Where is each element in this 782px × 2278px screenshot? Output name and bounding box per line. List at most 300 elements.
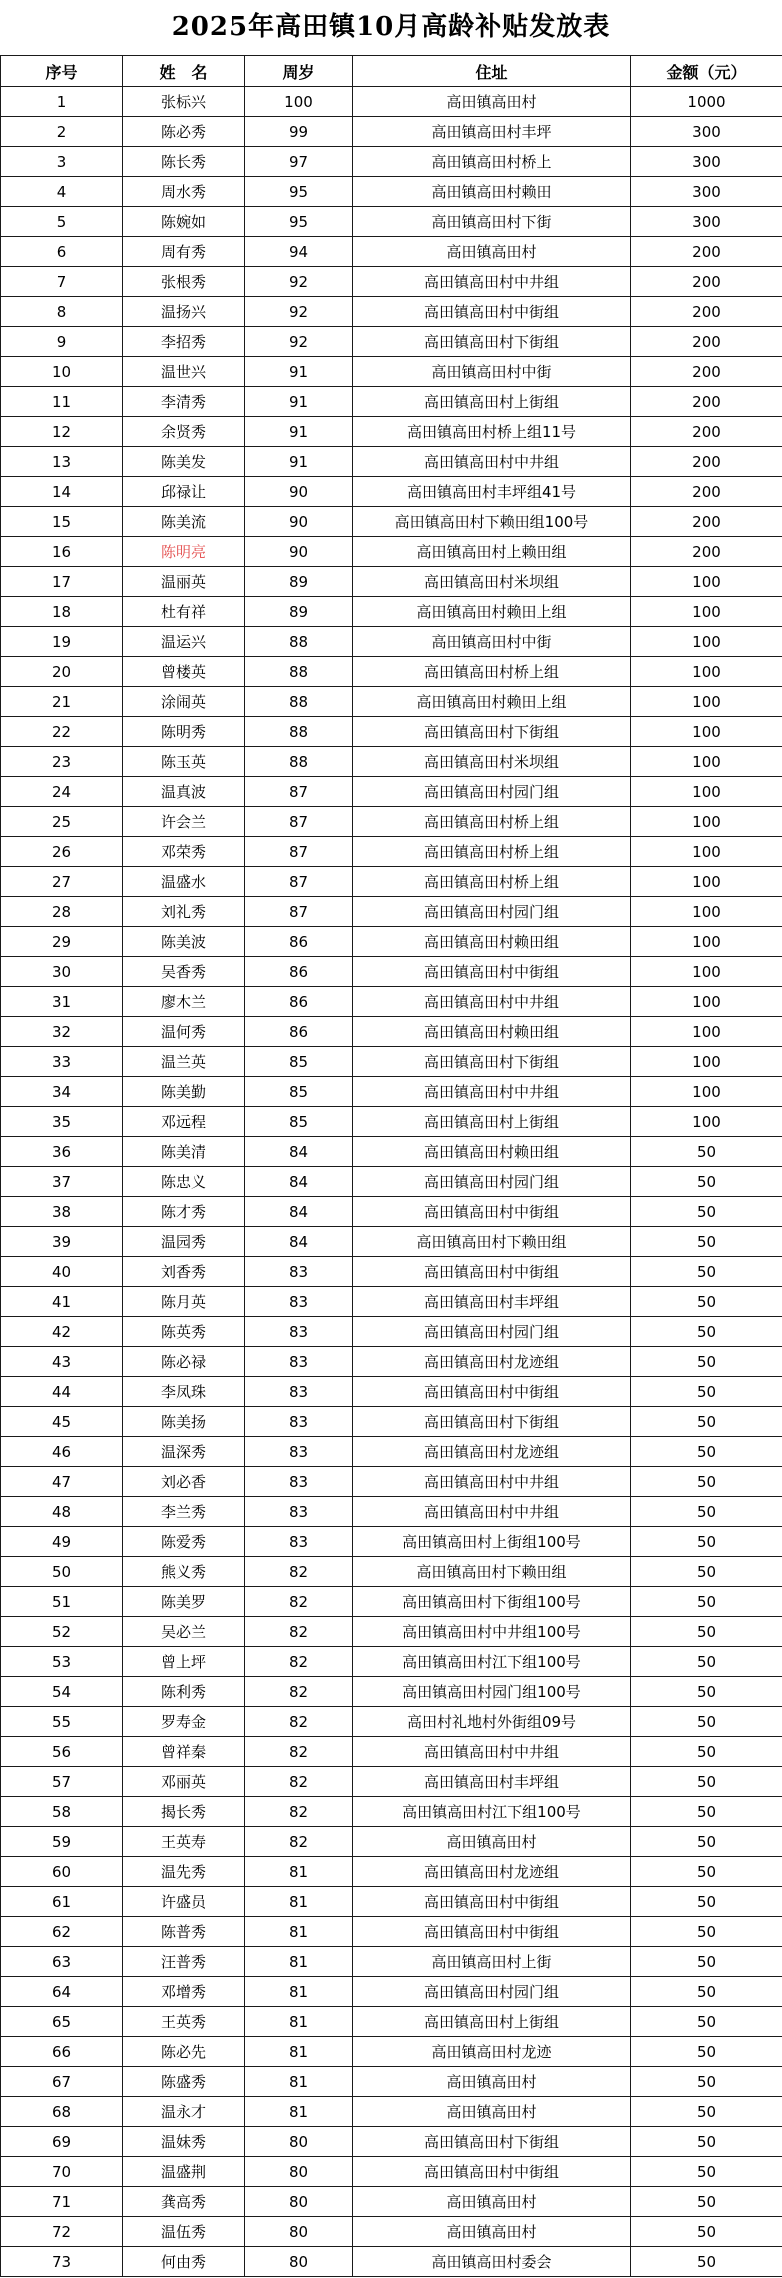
cell-amount: 300: [631, 177, 782, 207]
cell-address: 高田镇高田村: [353, 2217, 631, 2247]
cell-no: 13: [1, 447, 123, 477]
cell-age: 83: [245, 1467, 353, 1497]
cell-age: 82: [245, 1557, 353, 1587]
table-row: [1, 207, 782, 237]
cell-address: 高田镇高田村上赖田组: [353, 537, 631, 567]
cell-age: 100: [245, 87, 353, 117]
cell-name: 余贤秀: [123, 417, 245, 447]
cell-amount: 200: [631, 267, 782, 297]
cell-amount: 100: [631, 567, 782, 597]
cell-address: 高田镇高田村下赖田组: [353, 1227, 631, 1257]
table-row: [1, 1887, 782, 1917]
table-row: [1, 87, 782, 117]
cell-name: 王英寿: [123, 1827, 245, 1857]
cell-no: 62: [1, 1917, 123, 1947]
cell-address: 高田镇高田村中井组: [353, 1467, 631, 1497]
cell-address: 高田镇高田村上街组100号: [353, 1527, 631, 1557]
cell-age: 99: [245, 117, 353, 147]
table-row: [1, 1407, 782, 1437]
cell-no: 35: [1, 1107, 123, 1137]
cell-name: 王英秀: [123, 2007, 245, 2037]
table-row: [1, 1437, 782, 1467]
table-row: [1, 147, 782, 177]
cell-amount: 50: [631, 2067, 782, 2097]
cell-amount: 1000: [631, 87, 782, 117]
cell-age: 81: [245, 1977, 353, 2007]
cell-name: 汪普秀: [123, 1947, 245, 1977]
cell-address: 高田镇高田村: [353, 2067, 631, 2097]
cell-name: 陈美波: [123, 927, 245, 957]
cell-age: 88: [245, 717, 353, 747]
cell-no: 61: [1, 1887, 123, 1917]
table-row: [1, 417, 782, 447]
cell-name: 温永才: [123, 2097, 245, 2127]
cell-address: 高田镇高田村中井组: [353, 1077, 631, 1107]
cell-amount: 50: [631, 2037, 782, 2067]
cell-name: 陈盛秀: [123, 2067, 245, 2097]
cell-age: 89: [245, 597, 353, 627]
table-row: [1, 1017, 782, 1047]
cell-age: 88: [245, 747, 353, 777]
cell-age: 87: [245, 777, 353, 807]
cell-address: 高田镇高田村赖田组: [353, 1137, 631, 1167]
cell-name: 陈美流: [123, 507, 245, 537]
table-row: [1, 657, 782, 687]
cell-address: 高田镇高田村委会: [353, 2247, 631, 2277]
cell-no: 63: [1, 1947, 123, 1977]
table-row: [1, 1527, 782, 1557]
cell-amount: 200: [631, 477, 782, 507]
cell-address: 高田镇高田村中井组: [353, 447, 631, 477]
cell-no: 52: [1, 1617, 123, 1647]
cell-no: 73: [1, 2247, 123, 2277]
cell-age: 84: [245, 1167, 353, 1197]
cell-amount: 300: [631, 147, 782, 177]
table-row: [1, 237, 782, 267]
cell-age: 82: [245, 1707, 353, 1737]
table-row: [1, 2007, 782, 2037]
cell-amount: 100: [631, 657, 782, 687]
table-row: [1, 2127, 782, 2157]
cell-name: 罗寿金: [123, 1707, 245, 1737]
cell-age: 80: [245, 2217, 353, 2247]
table-row: [1, 747, 782, 777]
cell-name: 曾祥秦: [123, 1737, 245, 1767]
cell-no: 72: [1, 2217, 123, 2247]
table-row: [1, 1977, 782, 2007]
cell-no: 45: [1, 1407, 123, 1437]
cell-address: 高田镇高田村园门组: [353, 897, 631, 927]
table-body: [1, 87, 782, 2277]
cell-amount: 50: [631, 1257, 782, 1287]
cell-age: 82: [245, 1797, 353, 1827]
cell-age: 80: [245, 2247, 353, 2277]
cell-address: 高田镇高田村中井组: [353, 987, 631, 1017]
cell-amount: 50: [631, 1617, 782, 1647]
cell-age: 87: [245, 807, 353, 837]
cell-address: 高田镇高田村中井组: [353, 1497, 631, 1527]
cell-address: 高田镇高田村江下组100号: [353, 1797, 631, 1827]
cell-address: 高田镇高田村中街组: [353, 2157, 631, 2187]
cell-amount: 200: [631, 447, 782, 477]
cell-amount: 50: [631, 1917, 782, 1947]
cell-age: 90: [245, 477, 353, 507]
cell-name: 陈明秀: [123, 717, 245, 747]
cell-age: 86: [245, 927, 353, 957]
cell-amount: 200: [631, 507, 782, 537]
cell-amount: 50: [631, 1977, 782, 2007]
table-row: [1, 1227, 782, 1257]
cell-amount: 100: [631, 807, 782, 837]
cell-no: 34: [1, 1077, 123, 1107]
table-row: [1, 927, 782, 957]
cell-address: 高田镇高田村中街: [353, 627, 631, 657]
cell-address: 高田镇高田村下赖田组100号: [353, 507, 631, 537]
cell-name: 温盛水: [123, 867, 245, 897]
cell-no: 67: [1, 2067, 123, 2097]
cell-age: 82: [245, 1737, 353, 1767]
cell-address: 高田镇高田村下街组: [353, 327, 631, 357]
cell-name: 陈普秀: [123, 1917, 245, 1947]
cell-name: 温妹秀: [123, 2127, 245, 2157]
cell-age: 81: [245, 1947, 353, 1977]
cell-age: 83: [245, 1347, 353, 1377]
cell-name: 陈才秀: [123, 1197, 245, 1227]
cell-name: 温扬兴: [123, 297, 245, 327]
cell-no: 65: [1, 2007, 123, 2037]
cell-amount: 50: [631, 1467, 782, 1497]
table-row: [1, 477, 782, 507]
cell-amount: 300: [631, 117, 782, 147]
cell-no: 29: [1, 927, 123, 957]
cell-name: 揭长秀: [123, 1797, 245, 1827]
cell-amount: 100: [631, 597, 782, 627]
cell-no: 31: [1, 987, 123, 1017]
table-row: [1, 717, 782, 747]
table-row: [1, 2157, 782, 2187]
cell-name: 周有秀: [123, 237, 245, 267]
cell-no: 33: [1, 1047, 123, 1077]
cell-age: 81: [245, 1857, 353, 1887]
cell-address: 高田镇高田村下赖田组: [353, 1557, 631, 1587]
cell-age: 81: [245, 1917, 353, 1947]
cell-age: 85: [245, 1077, 353, 1107]
cell-no: 55: [1, 1707, 123, 1737]
cell-address: 高田镇高田村上街组: [353, 2007, 631, 2037]
cell-amount: 100: [631, 927, 782, 957]
cell-age: 87: [245, 837, 353, 867]
cell-name: 张根秀: [123, 267, 245, 297]
cell-name: 陈美罗: [123, 1587, 245, 1617]
table-row: [1, 1467, 782, 1497]
cell-amount: 50: [631, 1647, 782, 1677]
table-row: [1, 2247, 782, 2277]
cell-name: 温盛荆: [123, 2157, 245, 2187]
subsidy-table: [0, 55, 782, 2277]
cell-name: 李招秀: [123, 327, 245, 357]
cell-amount: 100: [631, 837, 782, 867]
page-title: 2025年高田镇10月高龄补贴发放表: [171, 12, 611, 42]
cell-amount: 200: [631, 537, 782, 567]
cell-no: 15: [1, 507, 123, 537]
cell-name: 邱禄让: [123, 477, 245, 507]
cell-name: 邓远程: [123, 1107, 245, 1137]
cell-name: 涂闹英: [123, 687, 245, 717]
cell-address: 高田镇高田村中街组: [353, 957, 631, 987]
cell-amount: 100: [631, 897, 782, 927]
cell-amount: 50: [631, 1707, 782, 1737]
table-row: [1, 1317, 782, 1347]
cell-name: 刘香秀: [123, 1257, 245, 1287]
table-row: [1, 1677, 782, 1707]
cell-age: 82: [245, 1647, 353, 1677]
table-row: [1, 1917, 782, 1947]
table-row: [1, 897, 782, 927]
table-header-row: [1, 56, 782, 87]
header-no: 序号: [1, 56, 123, 87]
cell-address: 高田镇高田村桥上组: [353, 807, 631, 837]
cell-amount: 50: [631, 1797, 782, 1827]
cell-no: 18: [1, 597, 123, 627]
cell-age: 81: [245, 1887, 353, 1917]
cell-no: 44: [1, 1377, 123, 1407]
cell-no: 21: [1, 687, 123, 717]
cell-age: 83: [245, 1407, 353, 1437]
cell-address: 高田村礼地村外街组09号: [353, 1707, 631, 1737]
cell-age: 91: [245, 357, 353, 387]
cell-age: 80: [245, 2187, 353, 2217]
cell-address: 高田镇高田村丰坪: [353, 117, 631, 147]
table-row: [1, 2187, 782, 2217]
table-row: [1, 2037, 782, 2067]
cell-no: 50: [1, 1557, 123, 1587]
cell-address: 高田镇高田村中井组: [353, 267, 631, 297]
cell-age: 94: [245, 237, 353, 267]
cell-address: 高田镇高田村中井组: [353, 1737, 631, 1767]
cell-age: 91: [245, 387, 353, 417]
cell-amount: 50: [631, 2127, 782, 2157]
cell-age: 87: [245, 867, 353, 897]
table-row: [1, 117, 782, 147]
cell-age: 84: [245, 1137, 353, 1167]
cell-no: 2: [1, 117, 123, 147]
cell-no: 70: [1, 2157, 123, 2187]
cell-address: 高田镇高田村上街组: [353, 1107, 631, 1137]
cell-address: 高田镇高田村丰坪组: [353, 1767, 631, 1797]
cell-amount: 50: [631, 1587, 782, 1617]
table-row: [1, 957, 782, 987]
cell-age: 81: [245, 2097, 353, 2127]
cell-no: 48: [1, 1497, 123, 1527]
cell-address: 高田镇高田村下街组: [353, 1407, 631, 1437]
cell-amount: 50: [631, 1767, 782, 1797]
cell-address: 高田镇高田村园门组: [353, 1167, 631, 1197]
cell-name: 邓增秀: [123, 1977, 245, 2007]
cell-address: 高田镇高田村中街组: [353, 1917, 631, 1947]
cell-amount: 50: [631, 2217, 782, 2247]
table-row: [1, 1047, 782, 1077]
cell-amount: 100: [631, 1017, 782, 1047]
cell-name: 陈婉如: [123, 207, 245, 237]
cell-age: 84: [245, 1197, 353, 1227]
cell-no: 51: [1, 1587, 123, 1617]
cell-address: 高田镇高田村桥上组: [353, 657, 631, 687]
cell-name: 许盛员: [123, 1887, 245, 1917]
table-row: [1, 1767, 782, 1797]
cell-name: 温深秀: [123, 1437, 245, 1467]
cell-amount: 50: [631, 2097, 782, 2127]
cell-name: 陈爱秀: [123, 1527, 245, 1557]
cell-address: 高田镇高田村园门组: [353, 777, 631, 807]
cell-no: 40: [1, 1257, 123, 1287]
cell-age: 88: [245, 657, 353, 687]
cell-address: 高田镇高田村龙迹组: [353, 1857, 631, 1887]
cell-address: 高田镇高田村桥上组: [353, 837, 631, 867]
cell-address: 高田镇高田村园门组100号: [353, 1677, 631, 1707]
cell-address: 高田镇高田村米坝组: [353, 567, 631, 597]
cell-address: 高田镇高田村: [353, 1827, 631, 1857]
cell-no: 11: [1, 387, 123, 417]
cell-no: 14: [1, 477, 123, 507]
cell-amount: 50: [631, 2007, 782, 2037]
cell-age: 84: [245, 1227, 353, 1257]
cell-name: 温真波: [123, 777, 245, 807]
cell-amount: 50: [631, 1347, 782, 1377]
cell-name: 温园秀: [123, 1227, 245, 1257]
cell-address: 高田镇高田村龙迹组: [353, 1437, 631, 1467]
cell-amount: 50: [631, 2157, 782, 2187]
cell-no: 20: [1, 657, 123, 687]
cell-name: 吴必兰: [123, 1617, 245, 1647]
cell-address: 高田镇高田村赖田: [353, 177, 631, 207]
cell-age: 89: [245, 567, 353, 597]
cell-address: 高田镇高田村下街: [353, 207, 631, 237]
cell-age: 83: [245, 1287, 353, 1317]
table-row: [1, 1497, 782, 1527]
table-row: [1, 627, 782, 657]
cell-name: 陈必先: [123, 2037, 245, 2067]
cell-no: 27: [1, 867, 123, 897]
cell-name: 温世兴: [123, 357, 245, 387]
cell-no: 30: [1, 957, 123, 987]
cell-no: 69: [1, 2127, 123, 2157]
cell-amount: 50: [631, 1407, 782, 1437]
cell-age: 81: [245, 2067, 353, 2097]
cell-name: 陈美扬: [123, 1407, 245, 1437]
cell-no: 19: [1, 627, 123, 657]
cell-name: 刘礼秀: [123, 897, 245, 927]
cell-address: 高田镇高田村赖田上组: [353, 687, 631, 717]
cell-no: 47: [1, 1467, 123, 1497]
table-row: [1, 1287, 782, 1317]
cell-amount: 100: [631, 627, 782, 657]
cell-name: 张标兴: [123, 87, 245, 117]
cell-name: 陈美勤: [123, 1077, 245, 1107]
cell-no: 38: [1, 1197, 123, 1227]
cell-address: 高田镇高田村下街组100号: [353, 1587, 631, 1617]
table-row: [1, 687, 782, 717]
cell-no: 39: [1, 1227, 123, 1257]
cell-name: 温伍秀: [123, 2217, 245, 2247]
cell-no: 58: [1, 1797, 123, 1827]
table-row: [1, 1587, 782, 1617]
cell-amount: 100: [631, 1107, 782, 1137]
table-row: [1, 327, 782, 357]
cell-amount: 50: [631, 1737, 782, 1767]
cell-address: 高田镇高田村园门组: [353, 1317, 631, 1347]
table-row: [1, 2097, 782, 2127]
cell-no: 37: [1, 1167, 123, 1197]
cell-address: 高田镇高田村赖田组: [353, 1017, 631, 1047]
cell-age: 97: [245, 147, 353, 177]
cell-amount: 50: [631, 1317, 782, 1347]
table-row: [1, 1557, 782, 1587]
cell-address: 高田镇高田村中街组: [353, 1257, 631, 1287]
table-row: [1, 1947, 782, 1977]
cell-age: 82: [245, 1827, 353, 1857]
cell-address: 高田镇高田村: [353, 2187, 631, 2217]
cell-no: 46: [1, 1437, 123, 1467]
cell-no: 10: [1, 357, 123, 387]
cell-age: 81: [245, 2007, 353, 2037]
table-row: [1, 597, 782, 627]
table-row: [1, 567, 782, 597]
table-row: [1, 1797, 782, 1827]
cell-no: 28: [1, 897, 123, 927]
cell-age: 82: [245, 1587, 353, 1617]
cell-address: 高田镇高田村丰坪组: [353, 1287, 631, 1317]
cell-name: 温先秀: [123, 1857, 245, 1887]
cell-address: 高田镇高田村龙迹: [353, 2037, 631, 2067]
table-row: [1, 447, 782, 477]
cell-age: 81: [245, 2037, 353, 2067]
cell-age: 83: [245, 1377, 353, 1407]
cell-name: 杜有祥: [123, 597, 245, 627]
cell-amount: 50: [631, 1287, 782, 1317]
cell-name: 温兰英: [123, 1047, 245, 1077]
cell-amount: 50: [631, 1227, 782, 1257]
table-row: [1, 987, 782, 1017]
cell-amount: 50: [631, 1557, 782, 1587]
table-row: [1, 387, 782, 417]
cell-amount: 100: [631, 717, 782, 747]
cell-no: 8: [1, 297, 123, 327]
cell-name: 陈月英: [123, 1287, 245, 1317]
cell-name: 陈英秀: [123, 1317, 245, 1347]
header-age: 周岁: [245, 56, 353, 87]
cell-address: 高田镇高田村赖田上组: [353, 597, 631, 627]
table-row: [1, 1377, 782, 1407]
cell-age: 82: [245, 1767, 353, 1797]
cell-name: 温丽英: [123, 567, 245, 597]
cell-no: 9: [1, 327, 123, 357]
cell-address: 高田镇高田村中街: [353, 357, 631, 387]
cell-address: 高田镇高田村中街组: [353, 297, 631, 327]
cell-amount: 100: [631, 1077, 782, 1107]
cell-amount: 100: [631, 957, 782, 987]
cell-amount: 50: [631, 1677, 782, 1707]
cell-no: 12: [1, 417, 123, 447]
cell-address: 高田镇高田村下街组: [353, 1047, 631, 1077]
cell-amount: 50: [631, 1527, 782, 1557]
cell-age: 92: [245, 267, 353, 297]
cell-amount: 200: [631, 387, 782, 417]
cell-no: 42: [1, 1317, 123, 1347]
cell-amount: 50: [631, 1887, 782, 1917]
cell-no: 3: [1, 147, 123, 177]
cell-no: 16: [1, 537, 123, 567]
cell-age: 85: [245, 1107, 353, 1137]
